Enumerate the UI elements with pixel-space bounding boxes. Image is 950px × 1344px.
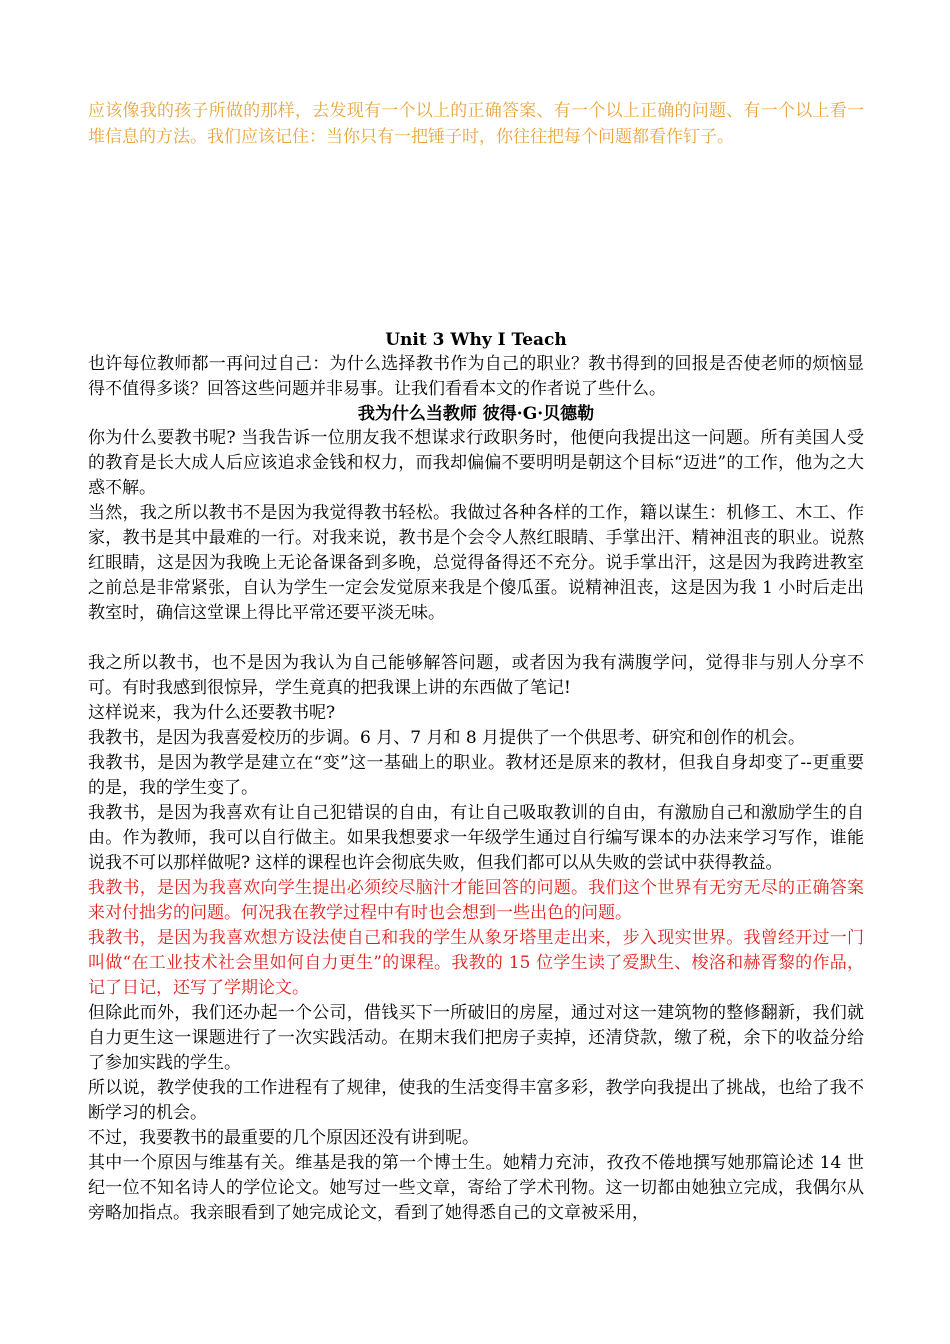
body-paragraph: 其中一个原因与维基有关。维基是我的第一个博士生。她精力充沛，孜孜不倦地撰写她那篇论述 14 世纪一位不知名诗人的学位论文。她写过一些文章，寄给了学术刊物。这一切都由她独立完成，我偶尔从旁略加指点。我亲眼看到了她完成论文，看到了她得悉自己的文章被采用， (88, 1153, 864, 1223)
body-paragraph: 我教书，是因为教学是建立在“变”这一基础上的职业。教材还是原来的教材，但我自身却变了--更重要的是，我的学生变了。 (88, 753, 864, 798)
spacer (88, 150, 864, 328)
document-page (88, 98, 864, 1226)
top-paragraph: 应该像我的孩子所做的那样，去发现有一个以上的正确答案、有一个以上正确的问题、有一个以上看一堆信息的方法。我们应该记住：当你只有一把锤子时，你往往把每个问题都看作钉子。 (88, 101, 864, 147)
body-paragraph: 但除此而外，我们还办起一个公司，借钱买下一所破旧的房屋，通过对这一建筑物的整修翻新，我们就自力更生这一课题进行了一次实践活动。在期末我们把房子卖掉，还清贷款，缴了税，余下的收益分给了参加实践的学生。 (88, 1003, 864, 1073)
body-paragraph: 所以说，教学使我的工作进程有了规律，使我的生活变得丰富多彩，教学向我提出了挑战，也给了我不断学习的机会。 (88, 1078, 864, 1123)
body-paragraph: 我教书，是因为我喜爱校历的步调。6 月、7 月和 8 月提供了一个供思考、研究和创作的机会。 (88, 728, 806, 748)
highlighted-paragraph: 我教书，是因为我喜欢向学生提出必须绞尽脑汁才能回答的问题。我们这个世界有无穷无尽的正确答案来对付拙劣的问题。何况我在教学过程中有时也会想到一些出色的问题。 (88, 878, 864, 923)
body-paragraph: 不过，我要教书的最重要的几个原因还没有讲到呢。 (88, 1128, 479, 1148)
body-paragraph: 当然，我之所以教书不是因为我觉得教书轻松。我做过各种各样的工作，籍以谋生：机修工、木工、作家，教书是其中最难的一行。对我来说，教书是个会令人熬红眼睛、手掌出汗、精神沮丧的职业。说熬红眼睛，这是因为我晚上无论备课备到多晚，总觉得备得还不充分。说手掌出汗，这是因为我跨进教室之前总是非常紧张，自认为学生一定会发觉原来我是个傻瓜蛋。说精神沮丧，这是因为我 1 小时后走出教室时，确信这堂课上得比平常还要平淡无味。 (88, 503, 864, 623)
body-paragraph: 这样说来，我为什么还要教书呢? (88, 703, 336, 723)
intro-paragraph: 也许每位教师都一再问过自己：为什么选择教书作为自己的职业？教书得到的回报是否使老师的烦恼显得不值得多谈？回答这些问题并非易事。让我们看看本文的作者说了些什么。 (88, 354, 864, 399)
article-title: 我为什么当教师 彼得·G·贝德勒 (357, 404, 595, 424)
body-paragraph: 我之所以教书，也不是因为我认为自己能够解答问题，或者因为我有满腹学问，觉得非与别人分享不可。有时我感到很惊异，学生竟真的把我课上讲的东西做了笔记! (88, 653, 864, 698)
unit-title: Unit 3 Why I Teach (385, 330, 567, 350)
body-paragraph: 我教书，是因为我喜欢有让自己犯错误的自由，有让自己吸取教训的自由，有激励自己和激励学生的自由。作为教师，我可以自行做主。如果我想要求一年级学生通过自行编写课本的办法来学习写作，谁能说我不可以那样做呢? 这样的课程也许会彻底失败，但我们都可以从失败的尝试中获得教益。 (88, 803, 864, 873)
body-paragraph: 你为什么要教书呢? 当我告诉一位朋友我不想谋求行政职务时，他便向我提出这一问题。所有美国人受的教育是长大成人后应该追求金钱和权力，而我却偏偏不要明明是朝这个目标“迈进”的工作，他为之大惑不解。 (88, 428, 864, 498)
highlighted-paragraph: 我教书，是因为我喜欢想方设法使自己和我的学生从象牙塔里走出来，步入现实世界。我曾经开过一门叫做“在工业技术社会里如何自力更生”的课程。我教的 15 位学生读了爱默生、梭洛和赫胥黎的作品，记了日记，还写了学期论文。 (88, 928, 864, 998)
blank-line (88, 626, 864, 651)
